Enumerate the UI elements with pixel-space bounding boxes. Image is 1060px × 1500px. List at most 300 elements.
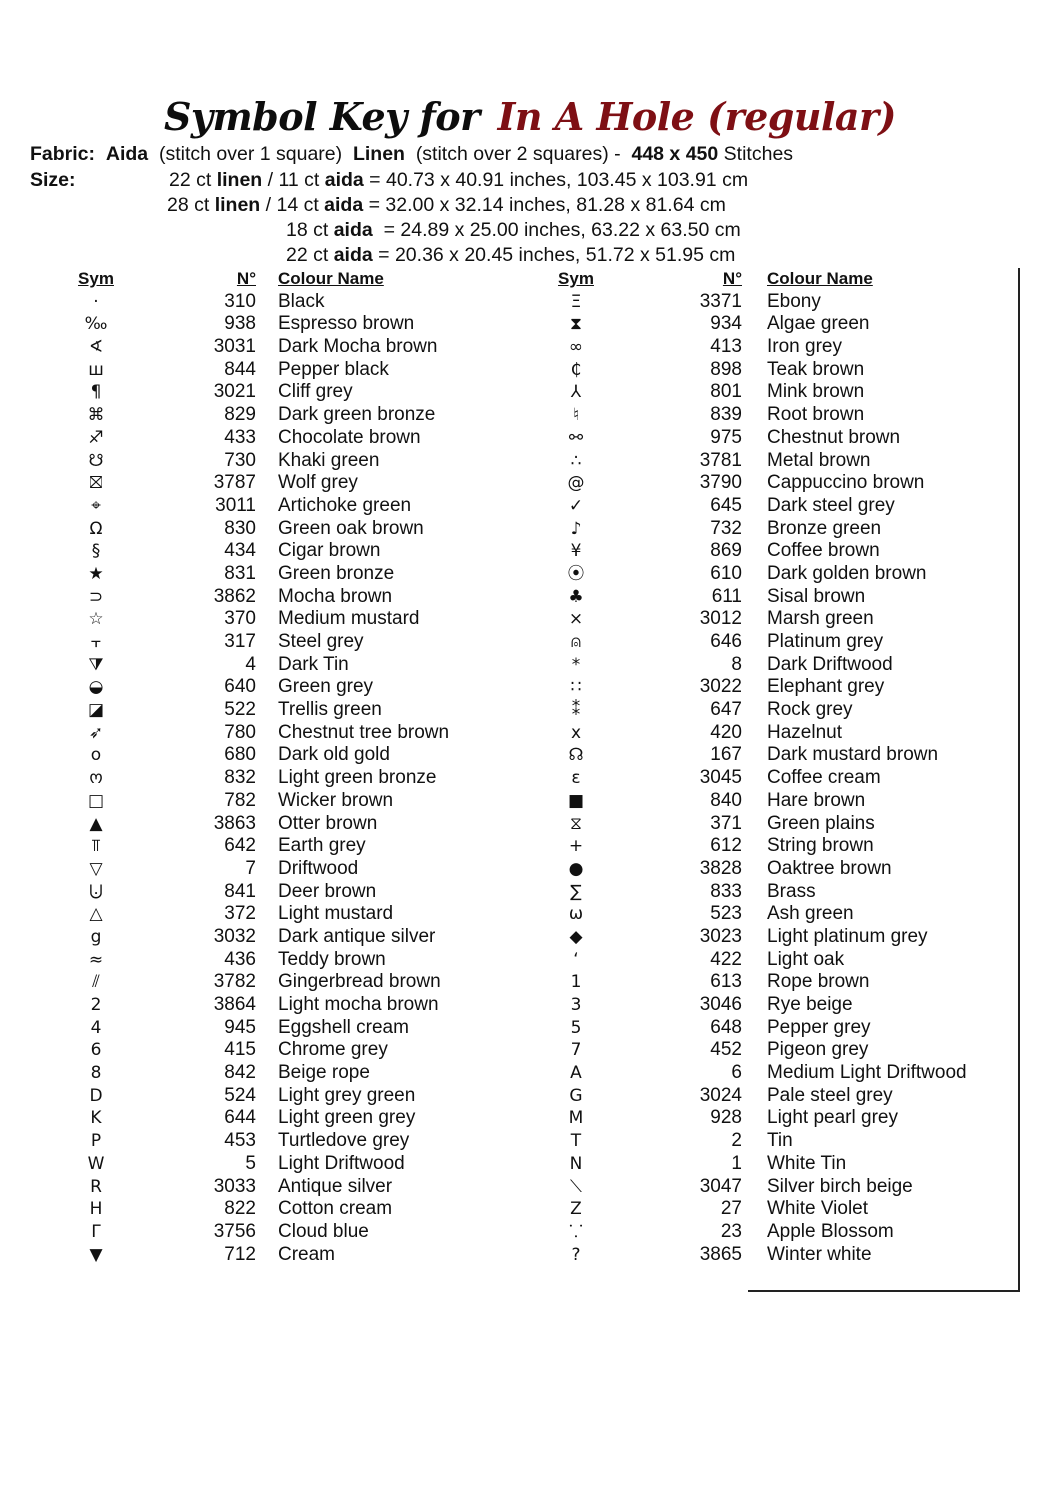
table-row [540,971,980,994]
colour-name: Green bronze [278,562,395,584]
symbol-glyph: ⟍ [570,1176,582,1197]
page-title [0,92,1060,142]
symbol-glyph: ★ [88,563,104,584]
aida-note: (stitch over 1 square) [158,143,343,165]
colour-number: 452 [710,1039,742,1061]
table-row [60,994,490,1017]
symbol-glyph: § [91,541,101,562]
colour-number: 645 [710,494,742,516]
colour-name: Winter white [767,1243,872,1265]
stitch-count: 448 x 450 [631,143,719,165]
table-row [60,835,490,858]
symbol-glyph: ≈ [88,949,104,970]
colour-name: Dark mustard brown [767,744,939,766]
colour-name: Silver birch beige [767,1175,913,1197]
table-row [540,427,980,450]
symbol-glyph: ◪ [87,700,105,721]
colour-number: 372 [224,903,256,925]
symbol-glyph: K [90,1108,102,1129]
colour-number: 647 [710,699,742,721]
table-row [60,790,490,813]
colour-number: 928 [710,1107,742,1129]
colour-name: Light oak [767,948,845,970]
symbol-glyph: ⧗ [570,314,582,335]
colour-number: 522 [224,699,256,721]
colour-name: Dark golden brown [767,562,927,584]
size-label: Size: [30,169,76,191]
table-row [540,1062,980,1085]
table-row [540,1198,980,1221]
symbol-glyph: P [90,1131,102,1152]
colour-name: Metal brown [767,449,871,471]
colour-name: Chestnut brown [767,426,901,448]
colour-name: Cliff grey [278,381,353,403]
fabric-line [30,142,793,167]
table-row [540,1130,980,1153]
symbol-glyph: x [570,722,582,743]
table-row [60,676,490,699]
symbol-glyph: ♮ [572,405,580,426]
colour-number: 3046 [699,994,742,1015]
colour-name: Pepper black [278,358,389,380]
symbol-glyph: ◒ [88,677,104,698]
symbol-glyph: g [90,926,102,947]
border-line-vertical [1018,268,1020,1291]
colour-number: 3023 [699,925,742,947]
table-row [540,404,980,427]
colour-name: Green grey [278,676,374,698]
colour-name: Turtledove grey [278,1130,410,1152]
colour-name: Antique silver [278,1175,393,1197]
table-row [540,881,980,904]
table-row [60,540,490,563]
symbol-glyph: ⍝ [570,632,582,652]
colour-number: 413 [710,336,742,358]
table-row [60,404,490,427]
table-row [60,813,490,836]
colour-number: 422 [710,948,742,970]
symbol-glyph: ¥ [570,541,582,562]
symbol-glyph: ⁑ [571,700,581,721]
colour-name: Green oak brown [278,517,424,539]
colour-number: 370 [224,608,256,630]
table-row [60,336,490,359]
table-row [60,586,490,609]
size-line: 22 ct linen / 11 ct aida = 40.73 x 40.91 inches, 103.45 x 103.91 cm [169,169,749,191]
symbol-glyph: 5 [570,1017,582,1038]
colour-name: Cigar brown [278,540,381,562]
colour-number: 3781 [699,449,742,471]
table-row [60,949,490,972]
symbol-glyph: ∴ [570,450,582,471]
table-row [60,631,490,654]
colour-name: Tin [767,1130,793,1152]
colour-name: Beige rope [278,1062,370,1084]
symbol-glyph: ⧖ [570,813,582,834]
colour-name: Teddy brown [278,948,386,970]
table-row [540,518,980,541]
symbol-glyph: ო [89,768,103,789]
table-row [60,1017,490,1040]
colour-number: 3756 [213,1220,256,1242]
colour-name: Otter brown [278,812,378,834]
symbol-glyph: ¶ [90,382,102,403]
table-row [60,427,490,450]
symbol-glyph: ⫽ [92,972,100,993]
colour-number: 3863 [213,812,256,834]
colour-number: 1 [731,1152,742,1174]
colour-number: 524 [224,1084,256,1106]
colour-number: 3371 [699,290,742,312]
colour-number: 829 [224,404,256,426]
symbol-glyph: N [569,1153,583,1174]
table-row [60,518,490,541]
symbol-glyph: R [90,1176,102,1197]
header-num: N° [236,269,256,288]
colour-number: 27 [720,1198,742,1220]
colour-name: Light green grey [278,1107,416,1129]
table-row [60,495,490,518]
colour-number: 167 [710,744,742,766]
colour-name: Dark Driftwood [767,653,893,675]
table-row [540,563,980,586]
colour-number: 4 [245,653,256,675]
colour-number: 898 [710,358,742,380]
symbol-glyph: △ [89,904,103,925]
table-row [540,813,980,836]
table-row [60,744,490,767]
colour-name: Trellis green [278,699,382,721]
header-sym: Sym [558,269,594,288]
symbol-glyph: Ω [89,518,103,539]
colour-name: Artichoke green [278,494,412,516]
colour-name: Gingerbread brown [278,971,441,993]
colour-number: 712 [224,1243,256,1265]
colour-number: 3012 [699,608,742,630]
symbol-glyph: ⫪ [91,836,101,857]
symbol-glyph: ▽ [89,858,103,879]
colour-name: Coffee cream [767,767,881,789]
colour-name: Cappuccino brown [767,472,925,494]
symbol-glyph: @ [567,473,585,494]
colour-number: 3021 [213,381,256,403]
colour-number: 680 [224,744,256,766]
symbol-glyph: 7 [570,1040,582,1061]
table-row [540,1176,980,1199]
colour-name: String brown [767,835,874,857]
colour-name: Medium mustard [278,608,420,630]
colour-number: 3031 [213,336,256,358]
symbol-glyph: o [90,745,102,766]
colour-name: Chrome grey [278,1039,388,1061]
table-row [540,450,980,473]
colour-number: 869 [710,540,742,562]
colour-name: Rope brown [767,971,870,993]
colour-name: Light grey green [278,1084,416,1106]
symbol-glyph: ∞ [568,337,584,358]
colour-name: Hare brown [767,789,866,811]
border-line-horizontal [748,1290,1020,1292]
linen-note: (stitch over 2 squares) - [415,143,621,165]
colour-number: 644 [224,1107,256,1129]
table-row [540,381,980,404]
colour-number: 801 [710,381,742,403]
colour-name: Iron grey [767,336,842,358]
colour-number: 730 [224,449,256,471]
symbol-glyph: ɛ [571,768,581,789]
colour-number: 436 [224,948,256,970]
table-row [540,359,980,382]
symbol-glyph: ш [88,359,104,380]
colour-name: Teak brown [767,358,865,380]
table-row [60,858,490,881]
symbol-glyph: ⌖ [91,495,101,516]
table-row [540,676,980,699]
colour-number: 7 [245,857,256,879]
symbol-table-left [60,268,490,1266]
colour-number: 844 [224,358,256,380]
colour-name: Bronze green [767,517,882,539]
colour-name: Espresso brown [278,313,415,335]
table-row [540,1153,980,1176]
colour-name: Earth grey [278,835,366,857]
aida-label: Aida [105,143,149,165]
symbol-glyph: 8 [90,1063,102,1084]
colour-name: Light mocha brown [278,994,439,1015]
size-line: 28 ct linen / 14 ct aida = 32.00 x 32.14 inches, 81.28 x 81.64 cm [167,194,726,216]
colour-number: 3045 [699,767,742,789]
colour-name: Driftwood [278,857,359,879]
colour-name: Brass [767,880,816,902]
colour-name: Steel grey [278,631,364,652]
colour-number: 840 [710,789,742,811]
stitch-word: Stitches [723,143,794,165]
table-row [60,1176,490,1199]
table-row [540,790,980,813]
table-row [540,767,980,790]
colour-number: 5 [245,1152,256,1174]
table-row [60,291,490,314]
colour-number: 3782 [213,971,256,993]
table-row [540,336,980,359]
table-row [60,359,490,382]
colour-number: 3862 [213,585,256,607]
table-row [540,608,980,631]
table-row [540,1085,980,1108]
table-row [540,903,980,926]
table-row [540,1107,980,1130]
header-sym: Sym [78,269,114,288]
table-row [540,495,980,518]
symbol-glyph: M [568,1108,584,1129]
symbol-glyph: ☊ [568,745,584,766]
table-row [60,926,490,949]
colour-name: Dark old gold [278,744,390,766]
colour-number: 938 [224,313,256,335]
colour-number: 433 [224,426,256,448]
symbol-glyph: 4 [90,1017,102,1038]
table-header [540,268,980,291]
table-row [60,1198,490,1221]
colour-name: Mocha brown [278,585,393,607]
colour-name: Wicker brown [278,789,394,811]
table-row [60,472,490,495]
table-row [540,699,980,722]
colour-name: Cotton cream [278,1198,393,1220]
colour-name: Deer brown [278,880,377,902]
colour-number: 3022 [699,676,742,698]
colour-name: Apple Blossom [767,1220,894,1242]
colour-number: 842 [224,1062,256,1084]
symbol-glyph: W [87,1153,105,1174]
colour-number: 613 [710,971,742,993]
colour-number: 780 [224,721,256,743]
colour-name: Mink brown [767,381,865,403]
symbol-glyph: ʻ [573,949,579,970]
table-row [540,722,980,745]
colour-name: Light green bronze [278,767,437,789]
table-row [540,835,980,858]
colour-name: Oaktree brown [767,857,892,879]
table-row [540,1039,980,1062]
table-row [540,994,980,1017]
table-row [60,722,490,745]
table-row [540,1244,980,1267]
title-prefix: Symbol Key for [163,94,480,139]
colour-number: 611 [711,585,742,607]
symbol-glyph: ∢ [88,337,104,358]
symbol-glyph: ◆ [569,926,583,947]
table-row [60,654,490,677]
colour-number: 371 [710,812,742,834]
colour-name: Chestnut tree brown [278,721,450,743]
fabric-label: Fabric: [30,143,96,165]
symbol-glyph: D [89,1085,103,1106]
symbol-glyph: 2 [90,995,102,1015]
linen-label: Linen [352,143,405,165]
colour-name: Light pearl grey [767,1107,898,1129]
table-row [60,903,490,926]
colour-number: 732 [710,517,742,539]
table-row [60,971,490,994]
symbol-glyph: ⛝ [89,473,103,494]
table-row [540,586,980,609]
table-row [540,540,980,563]
colour-number: 934 [710,313,742,335]
colour-name: White Violet [767,1198,869,1220]
colour-number: 831 [224,562,256,584]
colour-name: Dark antique silver [278,925,436,947]
colour-name: Dark Tin [278,653,349,675]
symbol-glyph: ▼ [89,1244,103,1265]
colour-number: 832 [224,767,256,789]
colour-number: 646 [710,631,742,652]
table-row [60,1085,490,1108]
symbol-glyph: + [568,836,584,857]
table-row [60,608,490,631]
table-row [60,1107,490,1130]
colour-name: Pepper grey [767,1016,871,1038]
table-row [540,1221,980,1244]
colour-name: Ash green [767,903,854,925]
symbol-glyph: ⦿ [567,563,585,584]
colour-name: Medium Light Driftwood [767,1062,967,1084]
table-row [60,1039,490,1062]
symbol-glyph: * [571,654,581,675]
symbol-glyph: ⧩ [88,654,104,675]
colour-number: 3787 [213,472,256,494]
colour-name: Eggshell cream [278,1016,409,1038]
table-row [540,631,980,654]
symbol-glyph: ⫟ [90,632,102,652]
symbol-glyph: ⸪ [569,1221,583,1242]
symbol-glyph: 1 [570,972,582,993]
colour-number: 642 [224,835,256,857]
table-row [60,1062,490,1085]
colour-number: 3011 [215,494,256,516]
symbol-glyph: ✓ [568,495,584,516]
colour-name: Algae green [767,313,870,335]
symbol-glyph: ♐ [88,427,104,448]
colour-name: Cream [278,1243,336,1265]
colour-name: Wolf grey [278,472,358,494]
colour-number: 453 [224,1130,256,1152]
table-row [540,1017,980,1040]
symbol-glyph: ⨃ [89,881,103,902]
colour-number: 6 [731,1062,742,1084]
colour-number: 523 [710,903,742,925]
symbol-glyph: ‰ [84,314,108,335]
colour-name: Dark Mocha brown [278,336,438,358]
table-row [60,313,490,336]
colour-name: Rye beige [767,994,853,1015]
header-colour-name: Colour Name [767,269,873,288]
colour-number: 3032 [213,925,256,947]
table-row [540,744,980,767]
colour-name: White Tin [767,1152,847,1174]
colour-number: 3828 [699,857,742,879]
table-row [540,313,980,336]
symbol-glyph: ⅄ [570,382,582,403]
table-row [60,699,490,722]
header-colour-name: Colour Name [278,269,384,288]
colour-name: Black [278,290,325,312]
table-header [60,268,490,291]
colour-number: 434 [224,540,256,562]
symbol-glyph: □ [87,790,105,811]
symbol-glyph: G [569,1085,583,1106]
colour-number: 2 [731,1130,742,1152]
symbol-glyph: ∑ [570,881,582,902]
colour-name: Light mustard [278,903,394,925]
symbol-glyph: ₵ [570,359,582,380]
colour-number: 415 [224,1039,256,1061]
symbol-glyph: ● [568,858,584,879]
colour-name: Chocolate brown [278,426,421,448]
colour-name: Sisal brown [767,585,866,607]
colour-name: Root brown [767,404,865,426]
size-line: 22 ct aida = 20.36 x 20.45 inches, 51.72 x 51.95 cm [286,244,736,266]
symbol-glyph: ➶ [88,722,104,743]
colour-name: Coffee brown [767,540,880,562]
symbol-glyph: ♪ [570,518,582,539]
colour-number: 3033 [213,1175,256,1197]
table-row [60,1130,490,1153]
symbol-glyph: ∷ [570,677,582,698]
colour-name: Khaki green [278,449,380,471]
table-row [540,926,980,949]
colour-name: Marsh green [767,608,874,630]
